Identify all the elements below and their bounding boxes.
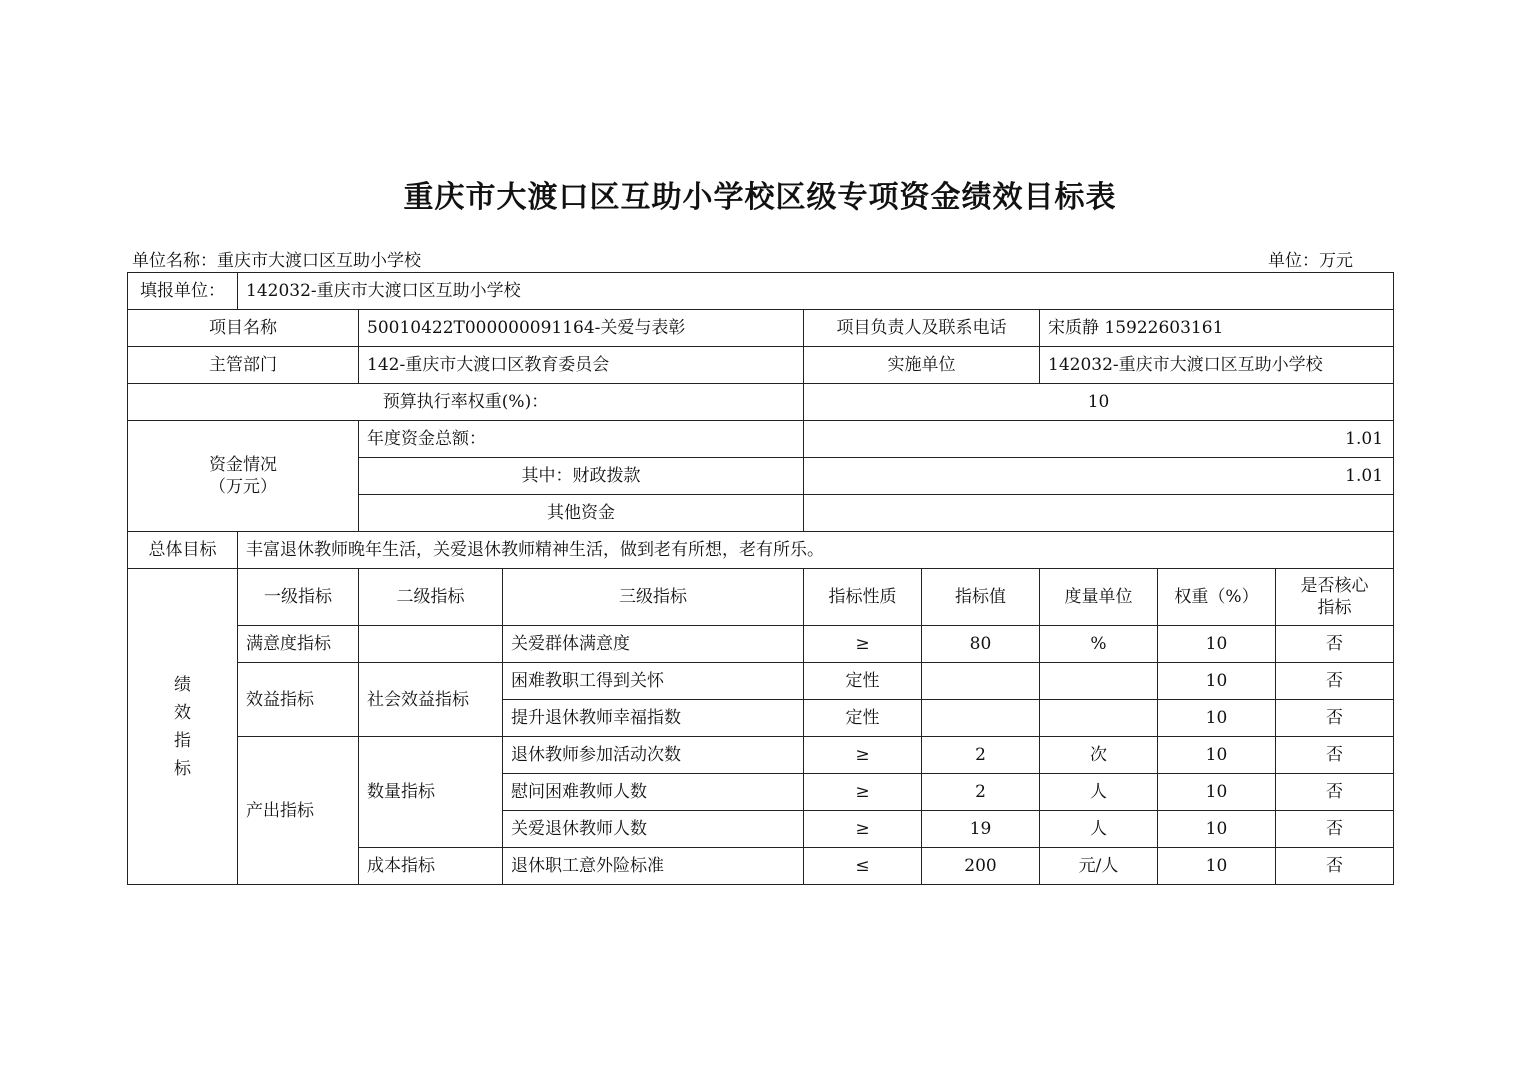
indicator-weight: 10 (1158, 811, 1276, 848)
subgroup-social-benefit: 社会效益指标 (359, 663, 503, 737)
table-row (128, 626, 1394, 663)
overall-goal-row (128, 532, 1394, 569)
indicator-value (922, 663, 1040, 700)
indicator-core: 否 (1276, 700, 1394, 737)
perf-label-char: 标 (174, 758, 191, 779)
indicator-name: 慰问困难教师人数 (503, 774, 804, 811)
indicator-name: 关爱退休教师人数 (503, 811, 804, 848)
currency-unit: 单位：万元 (1268, 251, 1353, 271)
indicator-weight: 10 (1158, 774, 1276, 811)
header-nature: 指标性质 (804, 569, 922, 626)
subgroup-cost: 成本指标 (359, 848, 503, 885)
fill-unit-value: 142032-重庆市大渡口区互助小学校 (238, 273, 1394, 310)
indicator-value: 200 (922, 848, 1040, 885)
indicator-core: 否 (1276, 811, 1394, 848)
indicator-value (922, 700, 1040, 737)
indicator-name: 困难教职工得到关怀 (503, 663, 804, 700)
budget-weight-row (128, 384, 1394, 421)
indicator-nature: 定性 (804, 663, 922, 700)
funds-label-line2: （万元） (209, 477, 277, 497)
header-unit: 度量单位 (1040, 569, 1158, 626)
header-level1: 一级指标 (238, 569, 359, 626)
header-weight: 权重（%） (1158, 569, 1276, 626)
funds-label (128, 421, 359, 532)
header-core-line2: 指标 (1317, 598, 1352, 618)
table-row (128, 663, 1394, 700)
subgroup-quantity: 数量指标 (359, 737, 503, 848)
indicator-unit: % (1040, 626, 1158, 663)
perf-label-char: 指 (174, 730, 191, 751)
department-row (128, 347, 1394, 384)
other-funds-value (804, 495, 1394, 532)
indicator-unit: 人 (1040, 811, 1158, 848)
indicator-weight: 10 (1158, 626, 1276, 663)
budget-weight-value: 10 (804, 384, 1394, 421)
indicator-unit: 次 (1040, 737, 1158, 774)
indicator-core: 否 (1276, 626, 1394, 663)
funds-label-line1: 资金情况 (209, 455, 277, 475)
group-satisfaction: 满意度指标 (238, 626, 359, 663)
header-level2: 二级指标 (359, 569, 503, 626)
indicator-value: 2 (922, 737, 1040, 774)
header-value: 指标值 (922, 569, 1040, 626)
header-core-line1: 是否核心 (1300, 576, 1369, 596)
indicator-value: 19 (922, 811, 1040, 848)
indicator-name: 提升退休教师幸福指数 (503, 700, 804, 737)
indicator-unit: 人 (1040, 774, 1158, 811)
indicator-nature: ≥ (804, 737, 922, 774)
indicator-core: 否 (1276, 848, 1394, 885)
indicator-unit (1040, 663, 1158, 700)
unit-name: 单位名称：重庆市大渡口区互助小学校 (132, 251, 421, 271)
indicator-unit (1040, 700, 1158, 737)
table-row (128, 737, 1394, 774)
perf-label-char: 效 (174, 702, 191, 723)
fiscal-label: 其中：财政拨款 (359, 458, 804, 495)
annual-total-value: 1.01 (804, 421, 1394, 458)
indicator-weight: 10 (1158, 737, 1276, 774)
indicator-weight: 10 (1158, 848, 1276, 885)
indicator-name: 退休教师参加活动次数 (503, 737, 804, 774)
contact-value: 宋质静 15922603161 (1040, 310, 1394, 347)
group-output: 产出指标 (238, 737, 359, 885)
group-benefit: 效益指标 (238, 663, 359, 737)
indicator-nature: 定性 (804, 700, 922, 737)
indicator-core: 否 (1276, 774, 1394, 811)
performance-target-table (127, 272, 1394, 885)
fill-unit-label: 填报单位： (128, 273, 238, 310)
indicator-weight: 10 (1158, 700, 1276, 737)
implementing-unit-value: 142032-重庆市大渡口区互助小学校 (1040, 347, 1394, 384)
department-label: 主管部门 (128, 347, 359, 384)
project-name-row (128, 310, 1394, 347)
indicator-nature: ≤ (804, 848, 922, 885)
overall-goal-value: 丰富退休教师晚年生活，关爱退休教师精神生活，做到老有所想，老有所乐。 (238, 532, 1394, 569)
perf-label-char: 绩 (174, 674, 191, 695)
annual-total-label: 年度资金总额： (359, 421, 804, 458)
project-name-label: 项目名称 (128, 310, 359, 347)
header-core (1276, 569, 1394, 626)
overall-goal-label: 总体目标 (128, 532, 238, 569)
indicator-name: 关爱群体满意度 (503, 626, 804, 663)
indicator-unit: 元/人 (1040, 848, 1158, 885)
indicator-nature: ≥ (804, 774, 922, 811)
annual-total-row (128, 421, 1394, 458)
header-level3: 三级指标 (503, 569, 804, 626)
department-value: 142-重庆市大渡口区教育委员会 (359, 347, 804, 384)
subgroup-empty (359, 626, 503, 663)
indicator-weight: 10 (1158, 663, 1276, 700)
indicator-name: 退休职工意外险标准 (503, 848, 804, 885)
indicator-nature: ≥ (804, 811, 922, 848)
indicator-header-row (128, 569, 1394, 626)
indicator-core: 否 (1276, 663, 1394, 700)
performance-indicator-label (128, 569, 238, 885)
indicator-core: 否 (1276, 737, 1394, 774)
fiscal-value: 1.01 (804, 458, 1394, 495)
budget-weight-label: 预算执行率权重(%)： (128, 384, 804, 421)
fill-unit-row (128, 273, 1394, 310)
indicator-value: 2 (922, 774, 1040, 811)
project-name-value: 50010422T000000091164-关爱与表彰 (359, 310, 804, 347)
indicator-nature: ≥ (804, 626, 922, 663)
page-title: 重庆市大渡口区互助小学校区级专项资金绩效目标表 (403, 180, 1117, 215)
indicator-value: 80 (922, 626, 1040, 663)
other-funds-label: 其他资金 (359, 495, 804, 532)
implementing-unit-label: 实施单位 (804, 347, 1040, 384)
contact-label: 项目负责人及联系电话 (804, 310, 1040, 347)
